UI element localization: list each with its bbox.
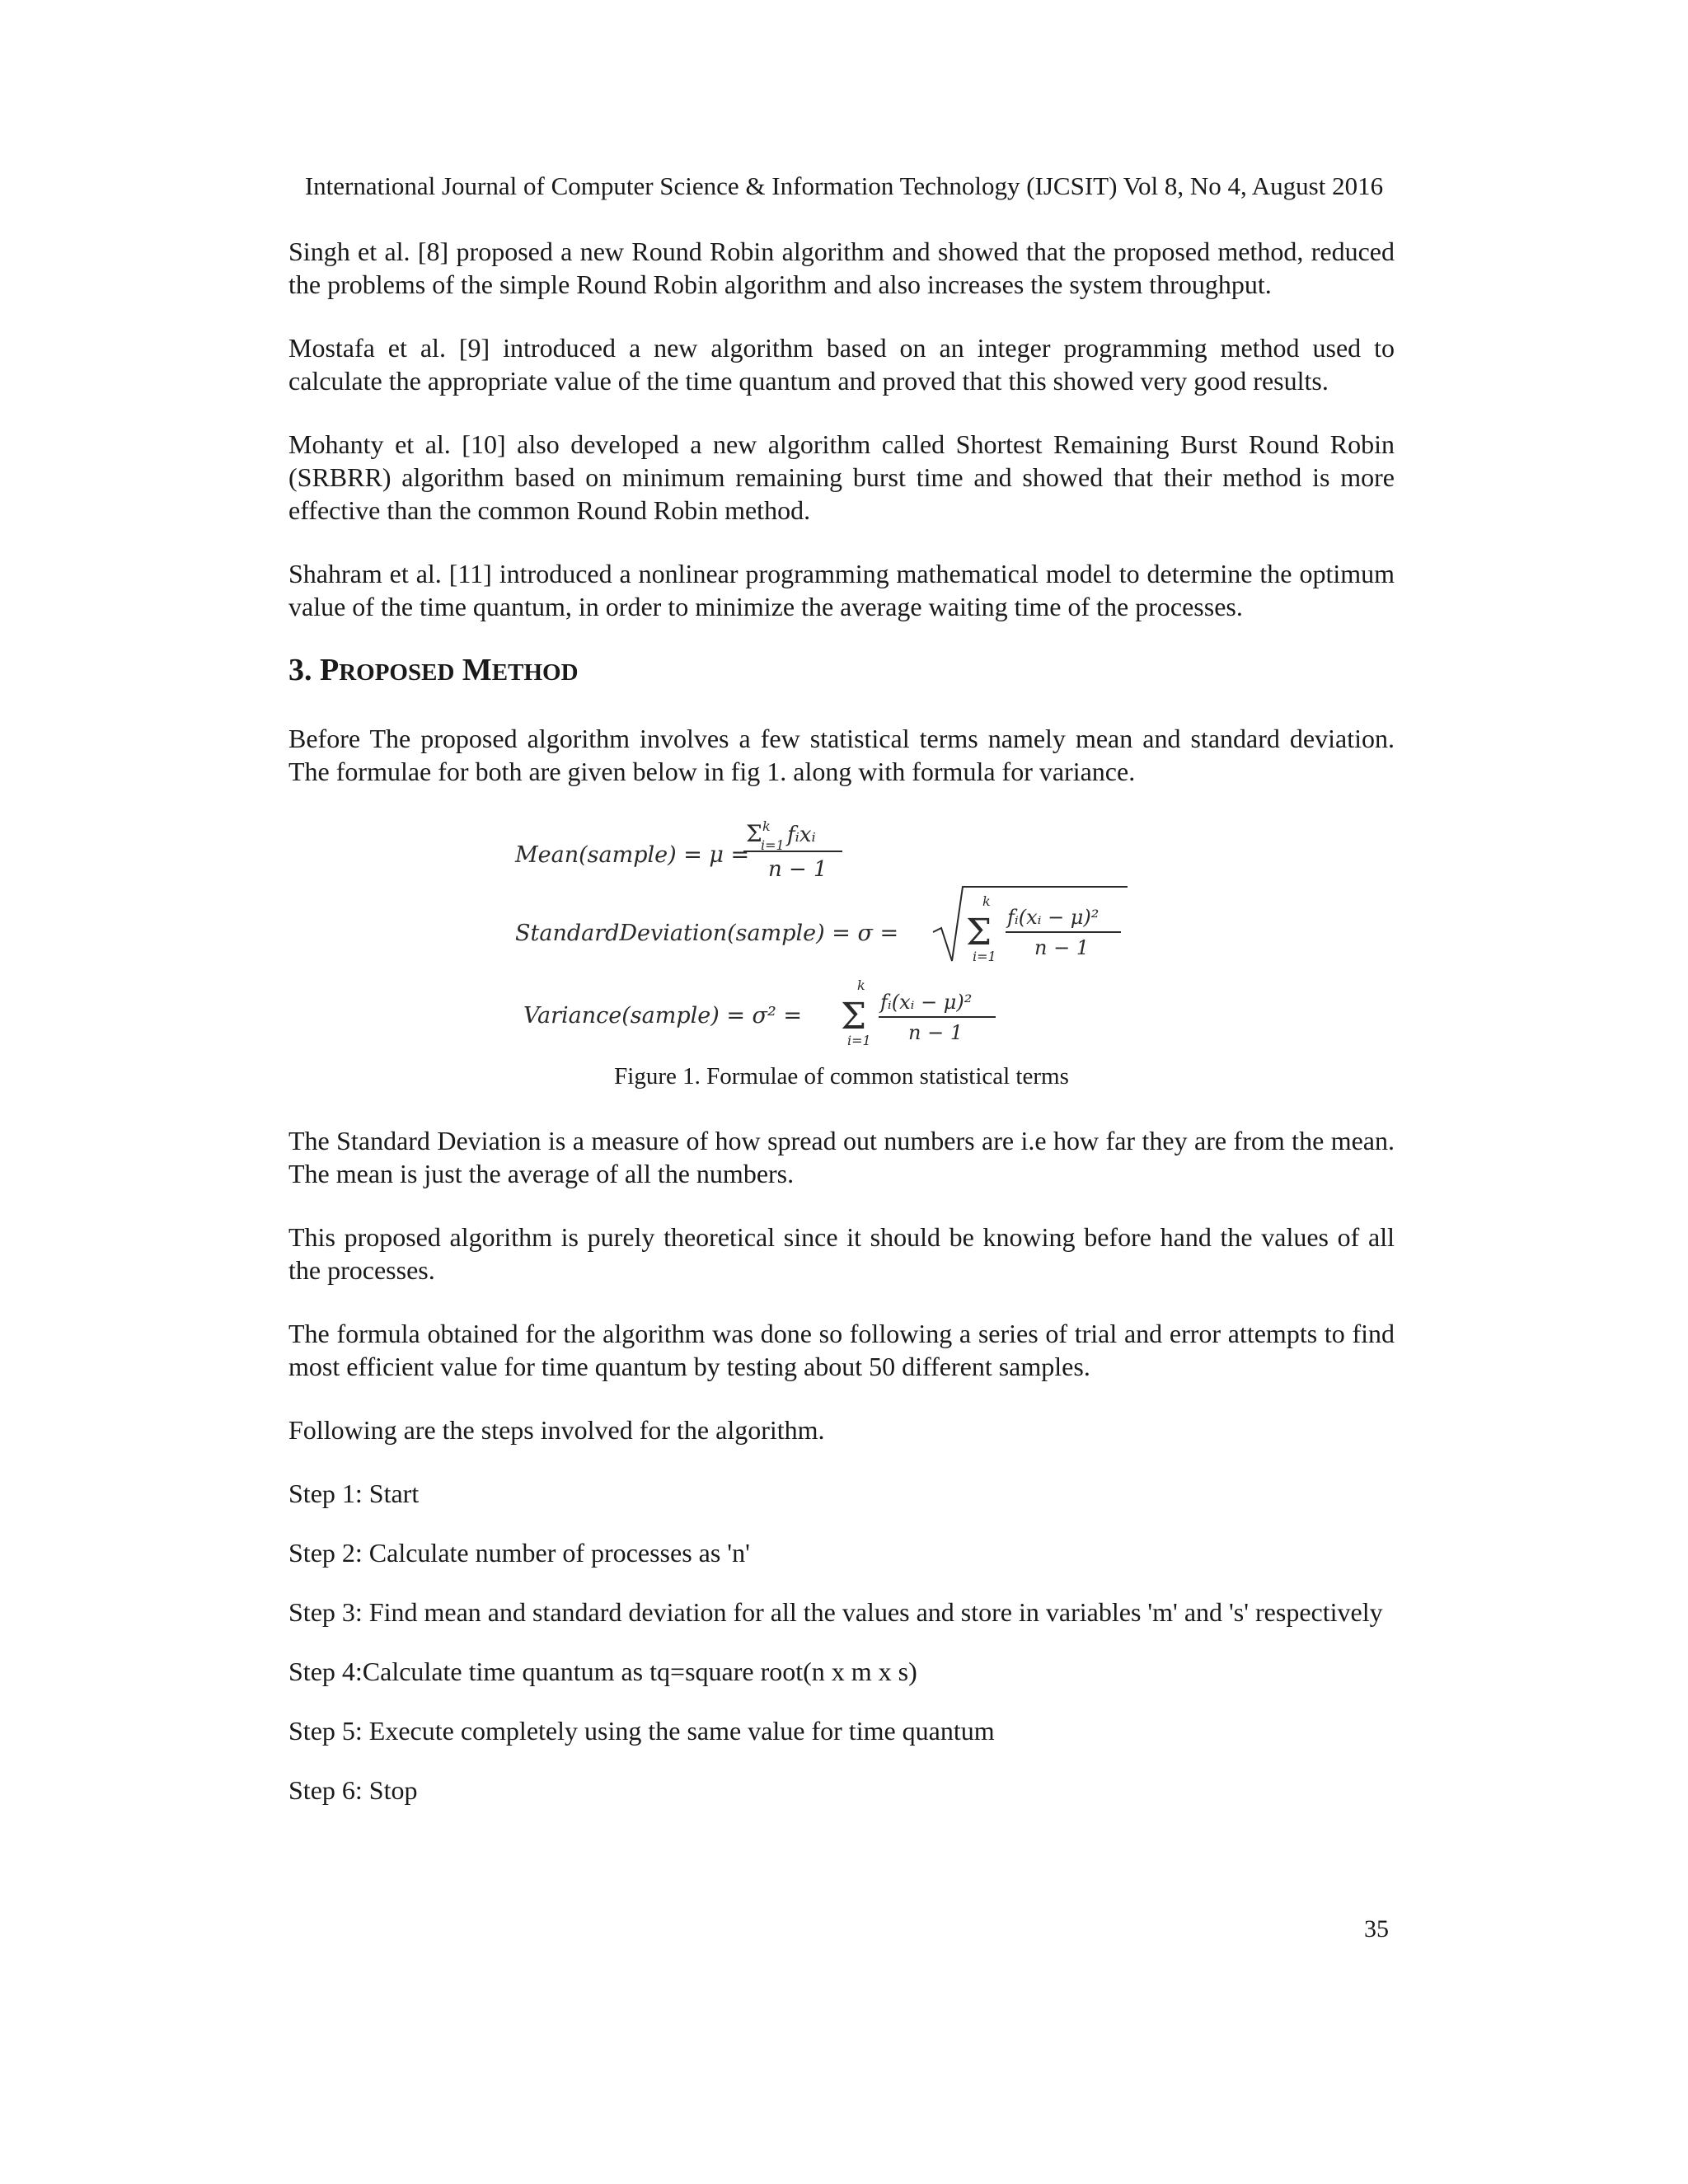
paragraph-formula-origin: The formula obtained for the algorithm was done so following a series of trial and error attempts to find most efficient value for time quantum by testing about 50 different samples.	[288, 1319, 1395, 1381]
body-column	[288, 235, 1395, 1833]
paragraph-theoretical: This proposed algorithm is purely theoretical since it should be knowing before hand the values of all the processes.	[288, 1222, 1395, 1285]
step-2: Step 2: Calculate number of processes as 'n'	[288, 1538, 750, 1568]
paragraph-mostafa: Mostafa et al. [9] introduced a new algorithm based on an integer programming method used to calculate the appropriate value of the time quantum and proved that this showed very good results.	[288, 333, 1395, 396]
paragraph-singh: Singh et al. [8] proposed a new Round Robin algorithm and showed that the proposed method, reduced the problems of the simple Round Robin algorithm and also increases the system throughput.	[288, 237, 1395, 299]
section-number: 3.	[288, 653, 312, 687]
sd-denominator: n − 1	[1034, 936, 1090, 959]
paragraph-sd-definition: The Standard Deviation is a measure of how spread out numbers are i.e how far they are from the mean. The mean is just the average of all the numbers.	[288, 1126, 1395, 1188]
var-numerator: fᵢ(xᵢ − μ)²	[880, 991, 973, 1014]
step-1: Step 1: Start	[288, 1479, 420, 1508]
running-header: International Journal of Computer Science & Information Technology (IJCSIT) Vol 8, No 4, August 2016	[304, 171, 1384, 200]
mean-numerator-sum: Σ	[746, 820, 762, 847]
sd-sum-sigma: Σ	[966, 912, 992, 954]
var-sum-upper: k	[857, 977, 865, 993]
heading-word-2: METHOD	[462, 653, 579, 687]
heading-word-1: PROPOSED	[320, 653, 455, 687]
intro-paragraph: Before The proposed algorithm involves a few statistical terms namely mean and standard deviation. The formulae for both are given below in fig 1. along with formula for variance.	[288, 724, 1395, 786]
step-5: Step 5: Execute completely using the same value for time quantum	[288, 1716, 995, 1746]
mean-denominator: n − 1	[768, 857, 828, 882]
sd-sum-lower: i=1	[973, 949, 996, 964]
mean-sum-upper: k	[762, 818, 771, 834]
step-4: Step 4:Calculate time quantum as tq=square root(n x m x s)	[288, 1657, 917, 1686]
paragraph-shahram: Shahram et al. [11] introduced a nonlinear programming mathematical model to determine the optimum value of the time quantum, in order to minimize the average waiting time of the processes.	[288, 559, 1395, 621]
sd-lhs: StandardDeviation(sample) = σ =	[515, 921, 899, 946]
sd-numerator: fᵢ(xᵢ − μ)²	[1007, 906, 1100, 929]
sd-sum-upper: k	[982, 893, 991, 909]
formula-graphic	[288, 796, 1395, 1060]
mean-lhs: Mean(sample) = μ =	[515, 842, 750, 868]
var-sum-lower: i=1	[847, 1033, 871, 1048]
var-denominator: n − 1	[908, 1021, 964, 1044]
step-6: Step 6: Stop	[288, 1775, 418, 1805]
var-sum-sigma: Σ	[841, 996, 867, 1038]
figure-caption: Figure 1. Formulae of common statistical terms	[614, 1063, 1069, 1090]
step-3: Step 3: Find mean and standard deviation for all the values and store in variables 'm' and 's' respectively	[288, 1597, 1383, 1627]
mean-sum-lower: i=1	[761, 837, 785, 853]
paragraph-mohanty: Mohanty et al. [10] also developed a new algorithm called Shortest Remaining Burst Round Robin (SRBRR) algorithm based on minimum remaining burst time and showed that their method is more effective than the common Round Robin method.	[288, 429, 1395, 525]
var-lhs: Variance(sample) = σ² =	[523, 1003, 803, 1029]
page-number: 35	[1364, 1915, 1389, 1943]
paragraph-steps-intro: Following are the steps involved for the algorithm.	[288, 1415, 825, 1445]
formula-figure	[288, 796, 1395, 1060]
section-heading	[288, 654, 1395, 689]
mean-numerator-term: fᵢxᵢ	[787, 823, 816, 847]
